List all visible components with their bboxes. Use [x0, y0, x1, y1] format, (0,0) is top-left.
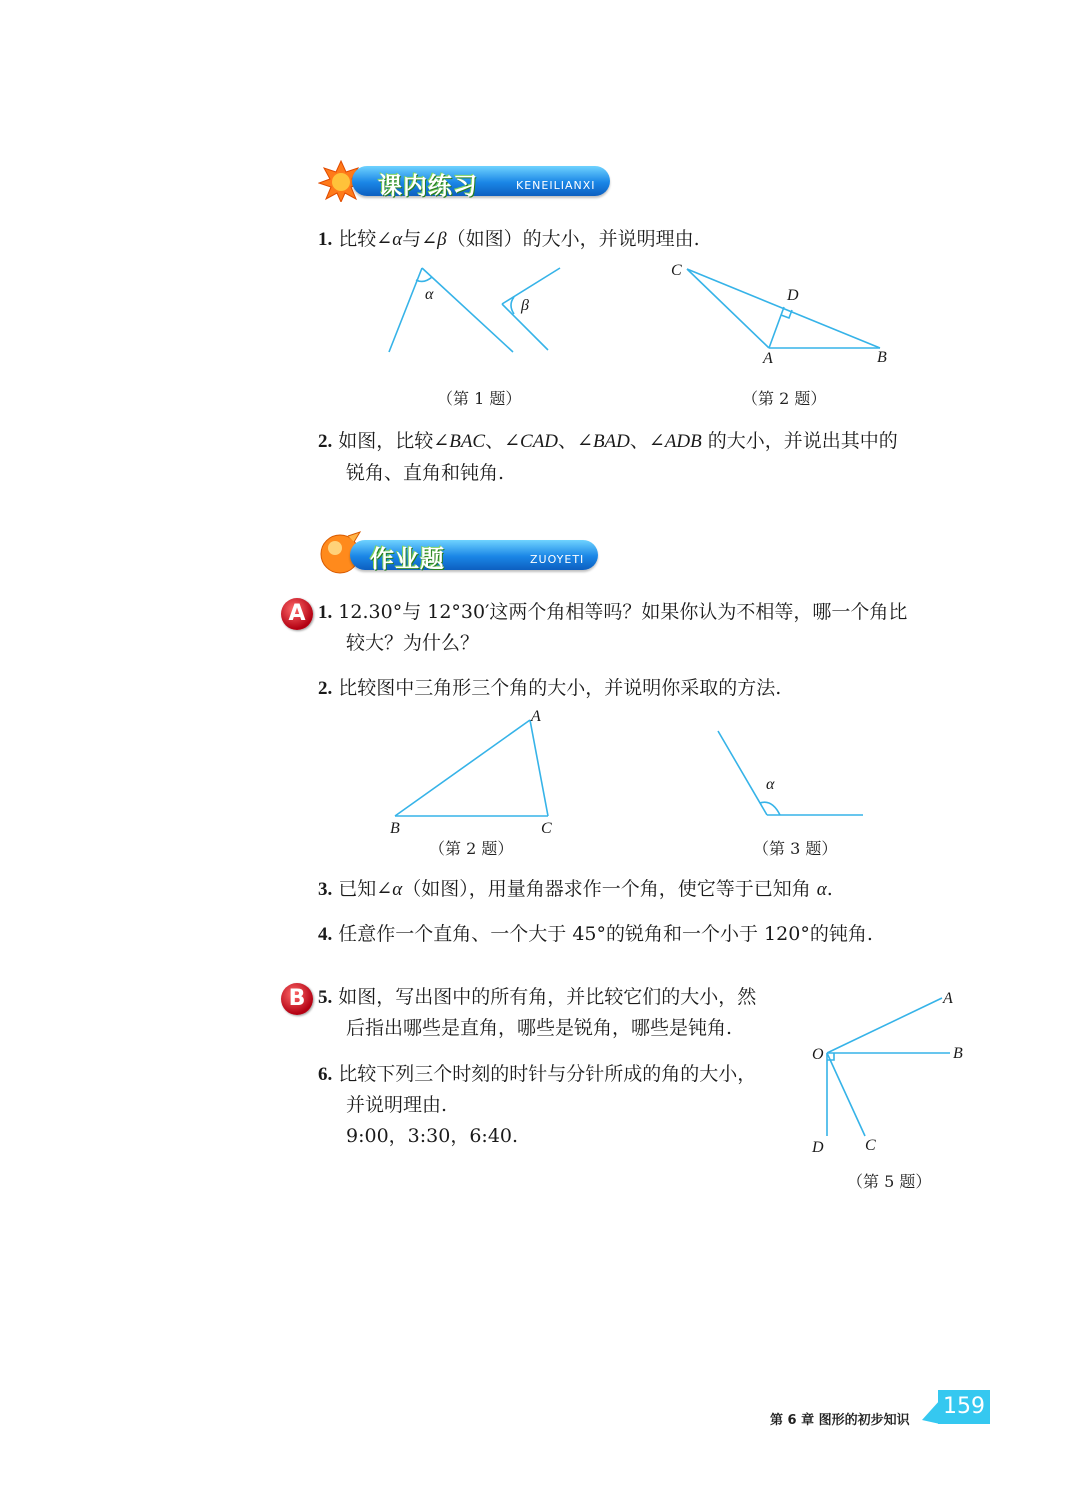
figure-2-triangle — [680, 260, 890, 360]
section-banner-exercises — [318, 160, 618, 202]
homework-6: 6. 比较下列三个时刻的时针与分针所成的角的大小， — [318, 1063, 757, 1085]
homework-1-line2: 较大？为什么？ — [346, 632, 480, 654]
exercise-2-line2: 锐角、直角和钝角. — [346, 462, 505, 484]
footer-chapter: 第 6 章 图形的初步知识 — [770, 1413, 910, 1428]
label-D: D — [787, 287, 799, 304]
figure-hw5-rays — [810, 990, 960, 1140]
exercise-1: 1. 比较∠α与∠β（如图）的大小，并说明理由. — [318, 228, 700, 250]
segment-AC — [530, 720, 548, 816]
section-title: 作业题 — [370, 545, 445, 573]
label-A: A — [531, 708, 541, 725]
level-b-badge: B — [281, 983, 313, 1015]
homework-2: 2. 比较图中三角形三个角的大小，并说明你采取的方法. — [318, 677, 782, 699]
label-D: D — [812, 1139, 824, 1156]
label-A: A — [763, 350, 773, 367]
figure-hw2-triangle — [385, 710, 565, 825]
section-subtitle: KENEILIANXI — [516, 179, 596, 192]
caption-fig2: （第 2 题） — [742, 389, 827, 408]
label-B: B — [877, 349, 887, 366]
label-beta: β — [521, 297, 529, 314]
homework-6-line2: 并说明理由. — [346, 1094, 448, 1116]
section-subtitle: ZUOYETI — [530, 553, 585, 566]
caption-hw-fig3: （第 3 题） — [753, 839, 838, 858]
alpha-ray-right — [422, 268, 513, 352]
page-number: 159 — [938, 1390, 990, 1424]
label-C: C — [865, 1137, 876, 1154]
ray-OC — [827, 1053, 865, 1136]
homework-1: 1. 12.30°与 12°30′这两个角相等吗？如果你认为不相等，哪一个角比 — [318, 601, 908, 623]
caption-fig1: （第 1 题） — [437, 389, 522, 408]
figure-1-angles — [380, 260, 580, 360]
homework-3: 3. 已知∠α（如图），用量角器求作一个角，使它等于已知角 α. — [318, 878, 833, 900]
caption-hw-fig2: （第 2 题） — [429, 839, 514, 858]
label-alpha: α — [425, 286, 434, 303]
beta-arc — [511, 297, 514, 314]
label-A: A — [943, 990, 953, 1007]
label-B: B — [390, 820, 400, 837]
segment-BA — [395, 720, 530, 816]
level-a-badge: A — [281, 598, 313, 630]
caption-hw-fig5: （第 5 题） — [847, 1172, 932, 1191]
homework-5: 5. 如图，写出图中的所有角，并比较它们的大小，然 — [318, 986, 757, 1008]
segment-CA — [687, 269, 769, 348]
homework-4: 4. 任意作一个直角、一个大于 45°的锐角和一个小于 120°的钝角. — [318, 923, 873, 945]
label-alpha: α — [766, 776, 775, 793]
ray-OA — [827, 998, 942, 1053]
label-C: C — [541, 820, 552, 837]
label-C: C — [671, 262, 682, 279]
homework-5-line2: 后指出哪些是直角，哪些是锐角，哪些是钝角. — [346, 1017, 733, 1039]
homework-6-times: 9:00，3:30，6:40. — [346, 1125, 519, 1147]
ray-up — [718, 731, 767, 815]
beta-ray-top — [502, 268, 560, 304]
exercise-2: 2. 如图，比较∠BAC、∠CAD、∠BAD、∠ADB 的大小，并说出其中的 — [318, 430, 898, 452]
section-title: 课内练习 — [378, 172, 478, 200]
segment-AD — [769, 307, 784, 348]
section-banner-homework — [318, 530, 608, 576]
label-O: O — [812, 1046, 824, 1063]
figure-hw3-angle — [710, 725, 870, 825]
label-B: B — [953, 1045, 963, 1062]
